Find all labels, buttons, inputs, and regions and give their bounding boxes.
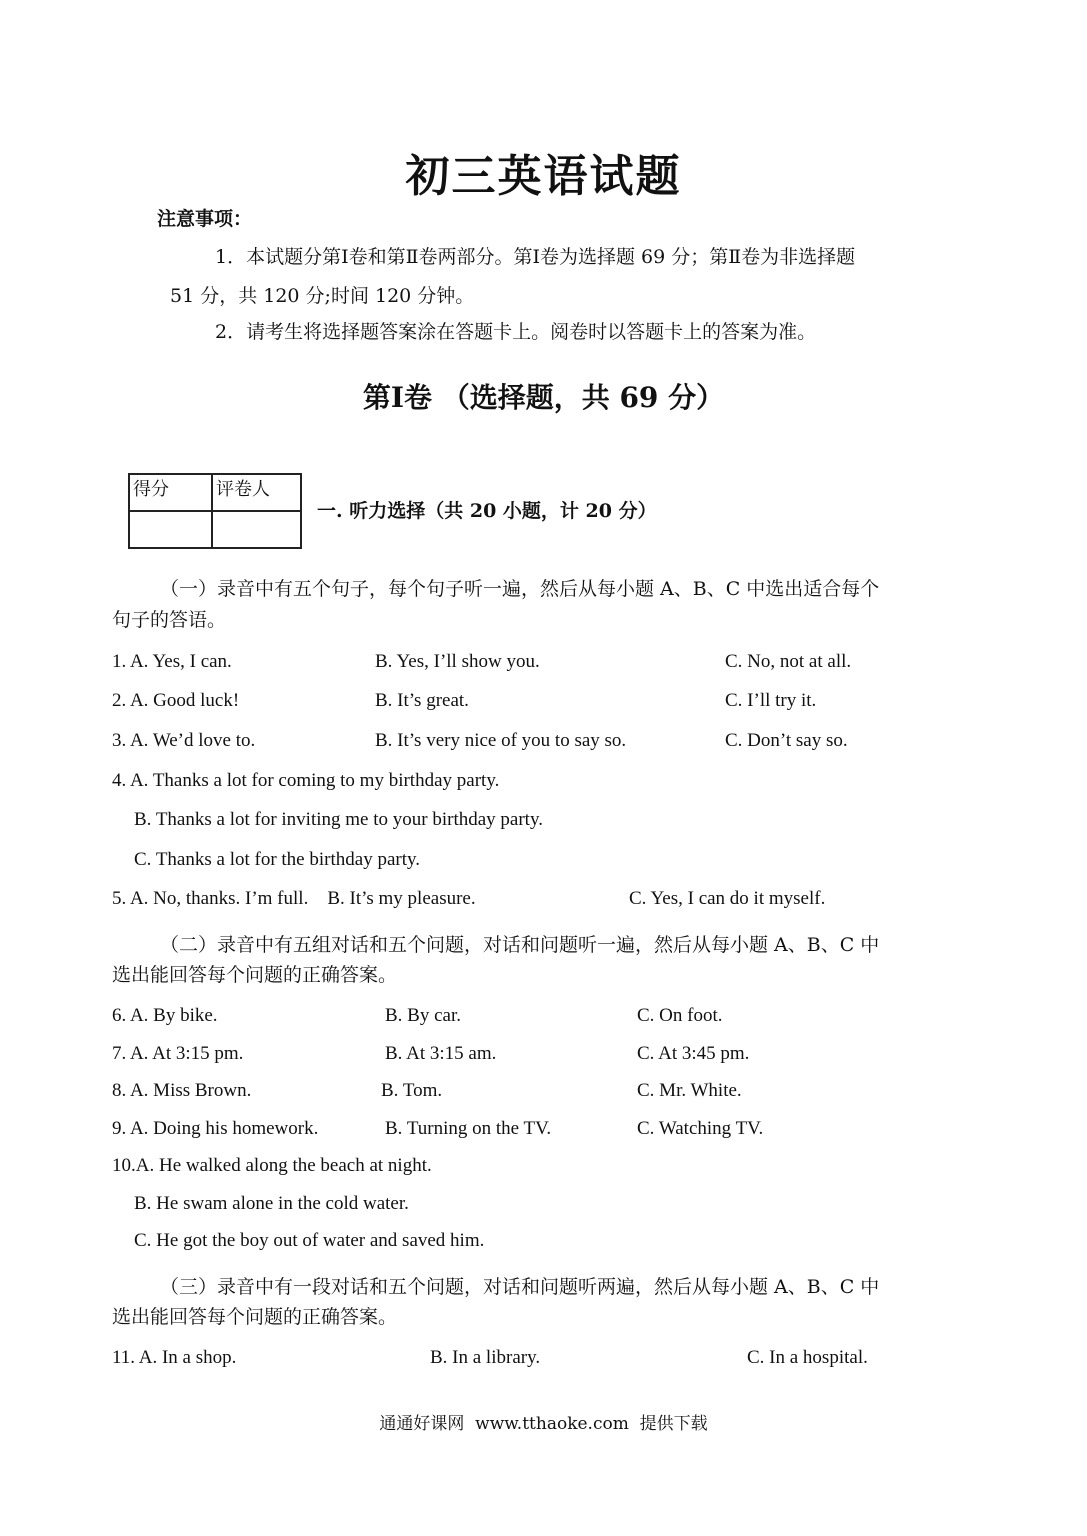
q5-option-c: C. Yes, I can do it myself. (629, 888, 826, 909)
q1-option-b: B. Yes, I’ll show you. (375, 651, 540, 672)
q2-option-a: 2. A. Good luck! (112, 690, 240, 711)
grader-header: 评卷人 (212, 474, 301, 511)
page-title: 初三英语试题 (405, 151, 682, 202)
q7-option-c: C. At 3:45 pm. (637, 1043, 750, 1064)
q11-option-a: 11. A. In a shop. (112, 1347, 237, 1368)
q4-option-c: C. Thanks a lot for the birthday party. (134, 849, 420, 870)
q3-option-a: 3. A. We’d love to. (112, 730, 256, 751)
score-cell (129, 511, 212, 548)
q9-option-b: B. Turning on the TV. (385, 1118, 552, 1139)
q6-option-b: B. By car. (385, 1005, 461, 1026)
q8-option-c: C. Mr. White. (637, 1080, 742, 1101)
q5-options-ab: 5. A. No, thanks. I’m full. B. It’s my pleasure. (112, 888, 476, 909)
q2-option-c: C. I’ll try it. (725, 690, 817, 711)
q11-option-c: C. In a hospital. (747, 1347, 868, 1368)
score-header: 得分 (129, 474, 212, 511)
q9-option-a: 9. A. Doing his homework. (112, 1118, 319, 1139)
footer-source: 通通好课网 www.tthaoke.com 提供下载 (379, 1414, 708, 1434)
q4-option-a: 4. A. Thanks a lot for coming to my birthday party. (112, 770, 500, 791)
q1-option-a: 1. A. Yes, I can. (112, 651, 232, 672)
q6-option-c: C. On foot. (637, 1005, 723, 1026)
q10-option-a: 10.A. He walked along the beach at night. (112, 1155, 432, 1176)
sub3-instruction: （三）录音中有一段对话和五个问题，对话和问题听两遍，然后从每小题 A、B、C 中 (160, 1276, 880, 1298)
q8-option-b: B. Tom. (381, 1080, 443, 1101)
q1-option-c: C. No, not at all. (725, 651, 852, 672)
notes-label: 注意事项： (157, 208, 253, 230)
q11-option-b: B. In a library. (430, 1347, 541, 1368)
note-line-1-cont: 51 分，共 120 分;时间 120 分钟。 (170, 285, 475, 307)
q7-option-b: B. At 3:15 am. (385, 1043, 497, 1064)
sub2-instruction: （二）录音中有五组对话和五个问题，对话和问题听一遍，然后从每小题 A、B、C 中 (160, 934, 880, 956)
sub3-instruction-cont: 选出能回答每个问题的正确答案。 (112, 1306, 398, 1328)
note-line-2: 2．请考生将选择题答案涂在答题卡上。阅卷时以答题卡上的答案为准。 (215, 321, 817, 343)
sub2-instruction-cont: 选出能回答每个问题的正确答案。 (112, 964, 398, 986)
sub1-instruction-cont: 句子的答语。 (112, 609, 227, 631)
q9-option-c: C. Watching TV. (637, 1118, 764, 1139)
q10-option-b: B. He swam alone in the cold water. (134, 1193, 409, 1214)
q3-option-b: B. It’s very nice of you to say so. (375, 730, 627, 751)
part1-title: 一. 听力选择（共 20 小题，计 20 分） (317, 500, 657, 522)
grader-cell (212, 511, 301, 548)
sub1-instruction: （一）录音中有五个句子，每个句子听一遍，然后从每小题 A、B、C 中选出适合每个 (160, 578, 880, 600)
q8-option-a: 8. A. Miss Brown. (112, 1080, 252, 1101)
note-line-1: 1．本试题分第Ⅰ卷和第Ⅱ卷两部分。第Ⅰ卷为选择题 69 分；第Ⅱ卷为非选择题 (215, 246, 856, 268)
section-title: 第Ⅰ卷 （选择题，共 69 分） (362, 381, 725, 414)
score-table (128, 473, 302, 549)
q10-option-c: C. He got the boy out of water and saved him. (134, 1230, 485, 1251)
q4-option-b: B. Thanks a lot for inviting me to your birthday party. (134, 809, 543, 830)
q3-option-c: C. Don’t say so. (725, 730, 848, 751)
q7-option-a: 7. A. At 3:15 pm. (112, 1043, 244, 1064)
q6-option-a: 6. A. By bike. (112, 1005, 218, 1026)
q2-option-b: B. It’s great. (375, 690, 469, 711)
